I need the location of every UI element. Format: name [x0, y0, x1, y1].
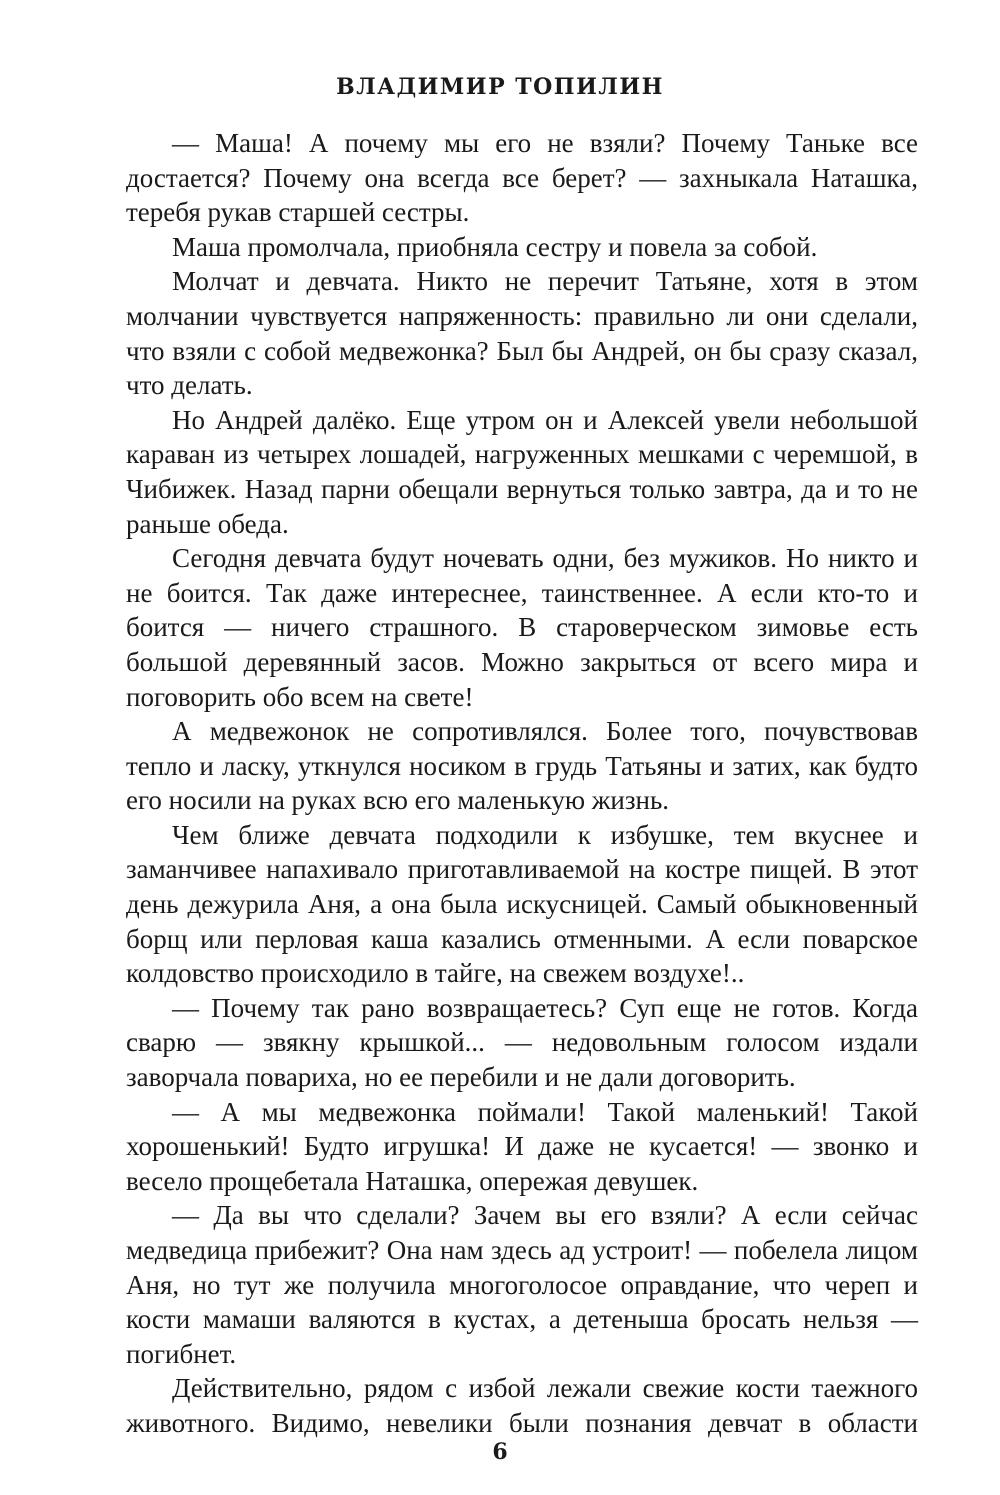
paragraph: Чем ближе девчата подходили к избушке, тем вкуснее и заманчивее напахивало приготавливаемой на костре пищей. В этот день дежурила Аня, а она была искусницей. Самый обыкновенный борщ или перловая каша казались отменными. А если поварское колдовство происходило в тайге, на свежем воздухе!.. — [126, 819, 918, 989]
paragraph: Маша промолчала, приобняла сестру и повела за собой. — [172, 231, 818, 262]
body-text — [126, 126, 918, 1441]
paragraph: Действительно, рядом с избой лежали свежие кости таежного животного. Видимо, невелики были познания девчат в области — [126, 1373, 918, 1438]
page-number: 6 — [492, 1439, 508, 1465]
running-head-author: ВЛАДИМИР ТОПИЛИН — [336, 74, 664, 100]
paragraph: — Маша! А почему мы его не взяли? Почему Таньке все достается? Почему она всегда все берет? — захныкала Наташка, теребя рукав старшей сестры. — [126, 128, 918, 228]
paragraph: — Да вы что сделали? Зачем вы его взяли? А если сейчас медведица прибежит? Она нам здесь ад устроит! — побелела лицом Аня, но тут же получила многоголосое оправдание, что череп и кости мамаши валяются в кустах, а детеныша бросать нельзя — погибнет. — [126, 1200, 918, 1369]
paragraph: — Почему так рано возвращаетесь? Суп еще не готов. Когда сварю — звякну крышкой... — недовольным голосом издали заворчала повариха, но ее перебили и не дали договорить. — [126, 992, 918, 1093]
paragraph: Но Андрей далёко. Еще утром он и Алексей увели небольшой караван из четырех лошадей, нагруженных мешками с черемшой, в Чибижек. Назад парни обещали вернуться только завтра, да и то не раньше обеда. — [126, 404, 918, 539]
paragraph: Молчат и девчата. Никто не перечит Татьяне, хотя в этом молчании чувствуется напряженность: правильно ли они сделали, что взяли с собой медвежонка? Был бы Андрей, он бы сразу сказал, что делать. — [126, 266, 918, 401]
paragraph: Сегодня девчата будут ночевать одни, без мужиков. Но никто и не боится. Так даже интереснее, таинственнее. А если кто-то и боится — ничего страшного. В староверческом зимовье есть большой деревянный засов. Можно закрыться от всего мира и поговорить обо всем на свете! — [126, 543, 918, 712]
paragraph: — А мы медвежонка поймали! Такой маленький! Такой хорошенький! Будто игрушка! И даже не кусается! — звонко и весело прощебетала Наташка, опережая девушек. — [126, 1096, 918, 1196]
paragraph: А медвежонок не сопротивлялся. Более того, почувствовав тепло и ласку, уткнулся носиком в грудь Татьяны и затих, как будто его носили на руках всю его маленькую жизнь. — [126, 716, 918, 816]
